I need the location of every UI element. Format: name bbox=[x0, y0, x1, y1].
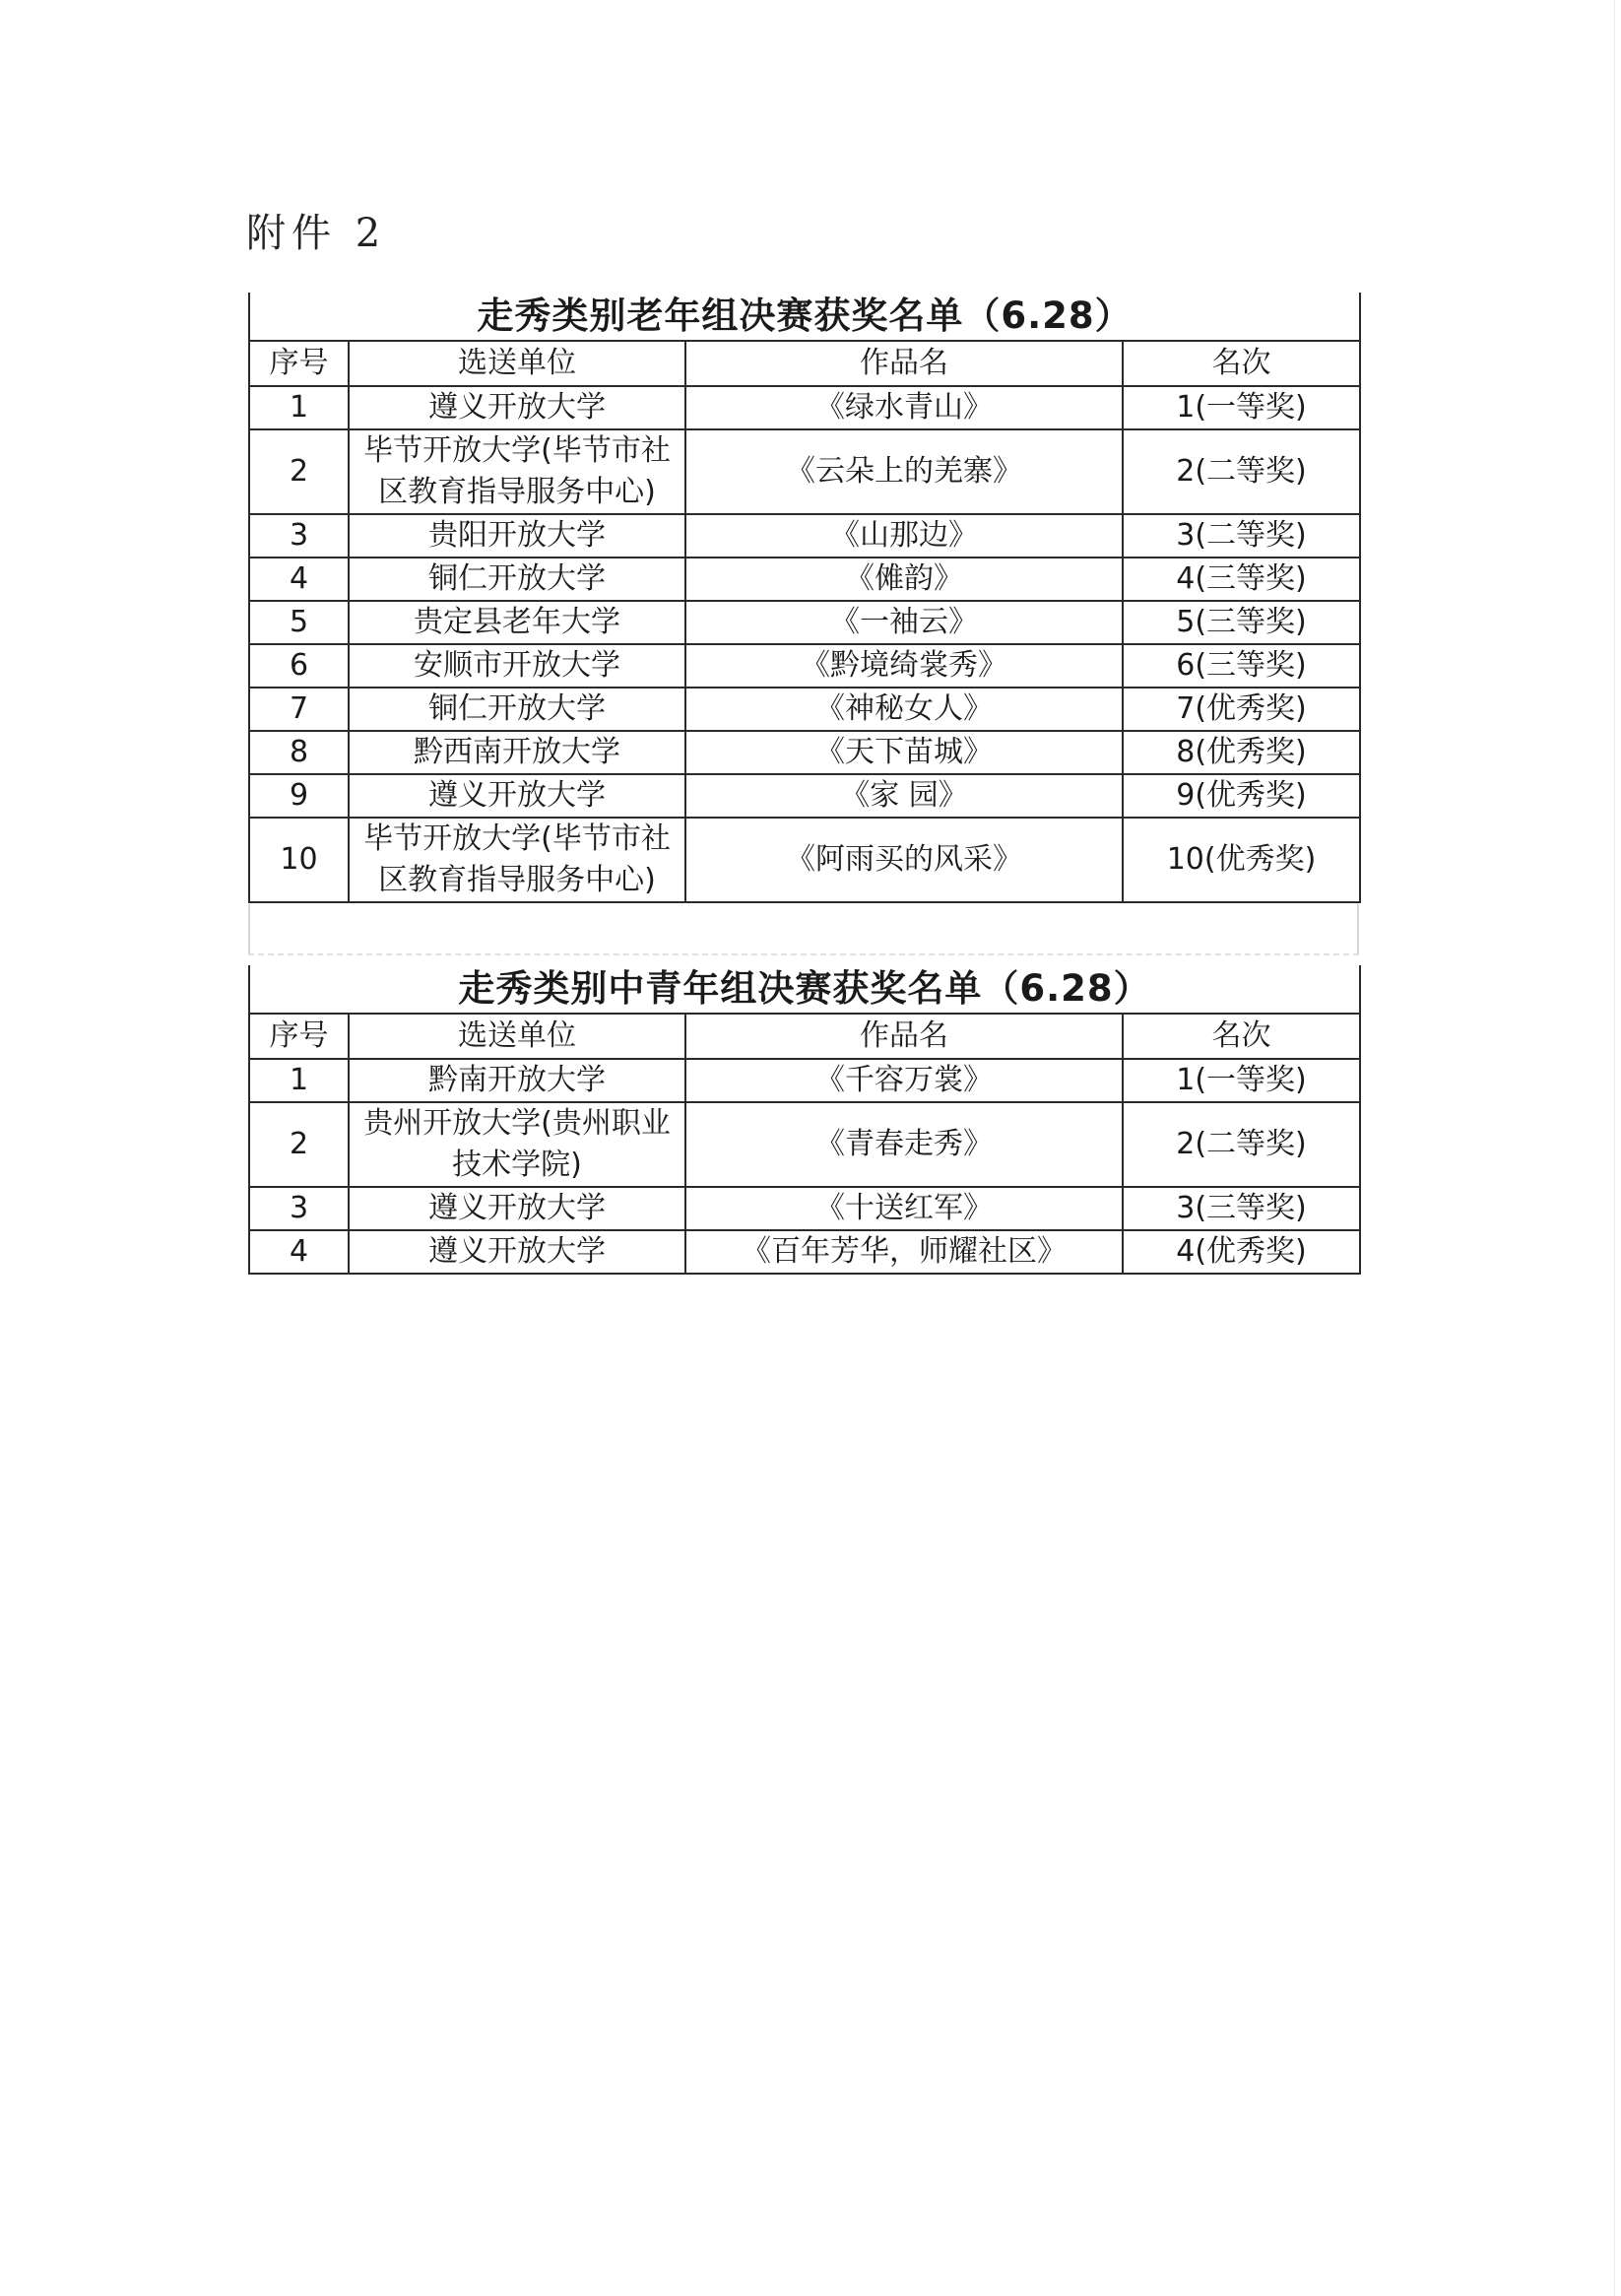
cell-unit: 贵定县老年大学 bbox=[349, 601, 685, 644]
cell-work: 《傩韵》 bbox=[685, 558, 1123, 601]
table-header-row bbox=[249, 341, 1360, 386]
cell-rank: 1(一等奖) bbox=[1123, 1059, 1360, 1102]
cell-unit: 贵州开放大学(贵州职业技术学院) bbox=[349, 1102, 685, 1187]
cell-no: 7 bbox=[249, 688, 349, 731]
cell-rank: 4(优秀奖) bbox=[1123, 1230, 1360, 1274]
senior-group-award-table bbox=[248, 293, 1361, 903]
table-row bbox=[249, 731, 1360, 774]
table-header-row bbox=[249, 1014, 1360, 1059]
scan-edge-line bbox=[1614, 0, 1615, 2296]
cell-rank: 10(优秀奖) bbox=[1123, 818, 1360, 902]
cell-rank: 9(优秀奖) bbox=[1123, 774, 1360, 818]
cell-no: 1 bbox=[249, 386, 349, 429]
cell-work: 《家 园》 bbox=[685, 774, 1123, 818]
table-row bbox=[249, 1187, 1360, 1230]
table-row bbox=[249, 644, 1360, 688]
cell-no: 4 bbox=[249, 558, 349, 601]
cell-unit: 安顺市开放大学 bbox=[349, 644, 685, 688]
table-separator bbox=[248, 904, 1359, 955]
cell-no: 9 bbox=[249, 774, 349, 818]
cell-work: 《天下苗城》 bbox=[685, 731, 1123, 774]
cell-rank: 3(二等奖) bbox=[1123, 514, 1360, 558]
cell-unit: 黔南开放大学 bbox=[349, 1059, 685, 1102]
table-row bbox=[249, 514, 1360, 558]
cell-work: 《青春走秀》 bbox=[685, 1102, 1123, 1187]
cell-work: 《一袖云》 bbox=[685, 601, 1123, 644]
table-row bbox=[249, 688, 1360, 731]
cell-rank: 2(二等奖) bbox=[1123, 1102, 1360, 1187]
cell-rank: 2(二等奖) bbox=[1123, 429, 1360, 514]
header-work: 作品名 bbox=[685, 1014, 1123, 1059]
youth-group-award-table bbox=[248, 965, 1361, 1275]
table-row bbox=[249, 601, 1360, 644]
cell-no: 3 bbox=[249, 514, 349, 558]
cell-work: 《百年芳华，师耀社区》 bbox=[685, 1230, 1123, 1274]
cell-rank: 7(优秀奖) bbox=[1123, 688, 1360, 731]
cell-no: 10 bbox=[249, 818, 349, 902]
table-title: 走秀类别中青年组决赛获奖名单（6.28） bbox=[249, 965, 1360, 1014]
cell-work: 《云朵上的羌寨》 bbox=[685, 429, 1123, 514]
header-rank: 名次 bbox=[1123, 341, 1360, 386]
cell-rank: 1(一等奖) bbox=[1123, 386, 1360, 429]
cell-work: 《黔境绮裳秀》 bbox=[685, 644, 1123, 688]
table-row bbox=[249, 429, 1360, 514]
cell-work: 《绿水青山》 bbox=[685, 386, 1123, 429]
cell-unit: 毕节开放大学(毕节市社区教育指导服务中心) bbox=[349, 818, 685, 902]
cell-rank: 5(三等奖) bbox=[1123, 601, 1360, 644]
header-unit: 选送单位 bbox=[349, 1014, 685, 1059]
cell-no: 8 bbox=[249, 731, 349, 774]
cell-unit: 遵义开放大学 bbox=[349, 386, 685, 429]
cell-work: 《十送红军》 bbox=[685, 1187, 1123, 1230]
cell-no: 5 bbox=[249, 601, 349, 644]
cell-unit: 黔西南开放大学 bbox=[349, 731, 685, 774]
cell-work: 《千容万裳》 bbox=[685, 1059, 1123, 1102]
table-row bbox=[249, 818, 1360, 902]
cell-rank: 8(优秀奖) bbox=[1123, 731, 1360, 774]
table-row bbox=[249, 774, 1360, 818]
cell-no: 2 bbox=[249, 1102, 349, 1187]
header-no: 序号 bbox=[249, 1014, 349, 1059]
header-unit: 选送单位 bbox=[349, 341, 685, 386]
cell-unit: 铜仁开放大学 bbox=[349, 558, 685, 601]
cell-unit: 遵义开放大学 bbox=[349, 1230, 685, 1274]
header-rank: 名次 bbox=[1123, 1014, 1360, 1059]
header-no: 序号 bbox=[249, 341, 349, 386]
cell-work: 《阿雨买的风采》 bbox=[685, 818, 1123, 902]
cell-unit: 毕节开放大学(毕节市社区教育指导服务中心) bbox=[349, 429, 685, 514]
cell-unit: 遵义开放大学 bbox=[349, 1187, 685, 1230]
attachment-label: 附件 2 bbox=[246, 211, 387, 256]
cell-no: 4 bbox=[249, 1230, 349, 1274]
cell-work: 《山那边》 bbox=[685, 514, 1123, 558]
cell-rank: 4(三等奖) bbox=[1123, 558, 1360, 601]
table-row bbox=[249, 1230, 1360, 1274]
table-row bbox=[249, 558, 1360, 601]
cell-work: 《神秘女人》 bbox=[685, 688, 1123, 731]
header-work: 作品名 bbox=[685, 341, 1123, 386]
cell-no: 2 bbox=[249, 429, 349, 514]
cell-unit: 贵阳开放大学 bbox=[349, 514, 685, 558]
cell-unit: 遵义开放大学 bbox=[349, 774, 685, 818]
table-row bbox=[249, 386, 1360, 429]
table-row bbox=[249, 1102, 1360, 1187]
table-row bbox=[249, 1059, 1360, 1102]
cell-rank: 3(三等奖) bbox=[1123, 1187, 1360, 1230]
cell-no: 1 bbox=[249, 1059, 349, 1102]
table-title: 走秀类别老年组决赛获奖名单（6.28） bbox=[249, 293, 1360, 341]
cell-unit: 铜仁开放大学 bbox=[349, 688, 685, 731]
cell-rank: 6(三等奖) bbox=[1123, 644, 1360, 688]
cell-no: 3 bbox=[249, 1187, 349, 1230]
cell-no: 6 bbox=[249, 644, 349, 688]
